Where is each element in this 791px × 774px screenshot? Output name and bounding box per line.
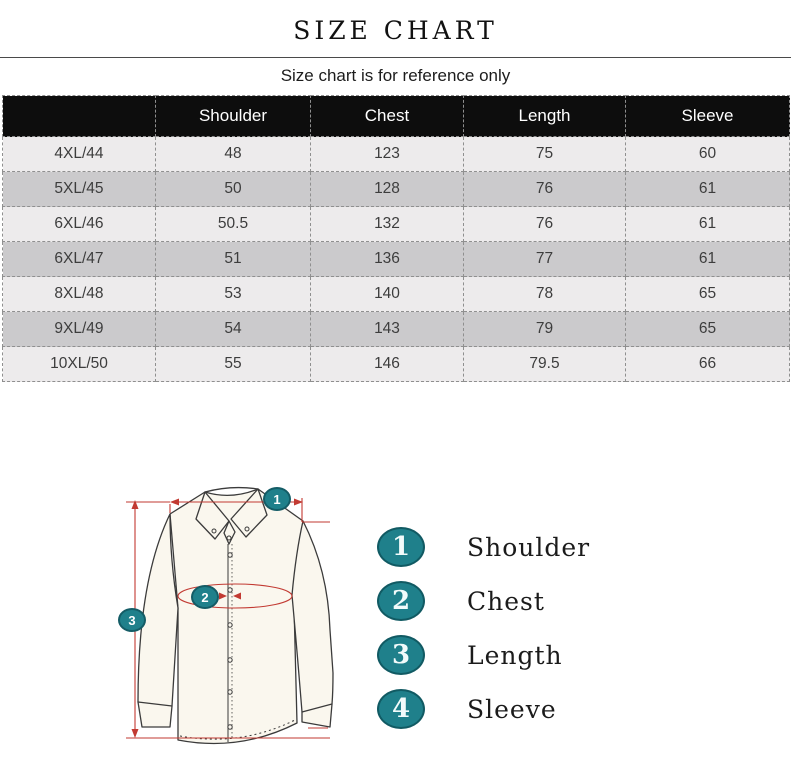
size-table-body [3, 137, 790, 382]
size-cell: 6XL/46 [3, 207, 156, 242]
table-row [3, 137, 790, 172]
size-cell: 143 [311, 312, 464, 347]
size-cell: 61 [626, 242, 790, 277]
size-cell: 55 [156, 347, 311, 382]
size-cell: 4XL/44 [3, 137, 156, 172]
page-title: SIZE CHART [293, 16, 498, 45]
header-cell-shoulder: Shoulder [156, 96, 311, 137]
size-cell: 78 [464, 277, 626, 312]
legend-item-sleeve [377, 689, 557, 729]
size-cell: 76 [464, 172, 626, 207]
size-cell: 50.5 [156, 207, 311, 242]
chest-measure-badge: 2 [191, 585, 219, 609]
legend-label: Sleeve [467, 694, 557, 724]
length-measure-badge: 3 [118, 608, 146, 632]
size-cell: 8XL/48 [3, 277, 156, 312]
divider [0, 57, 791, 58]
header-cell-sleeve: Sleeve [626, 96, 790, 137]
size-cell: 9XL/49 [3, 312, 156, 347]
header-cell-length: Length [464, 96, 626, 137]
size-cell: 132 [311, 207, 464, 242]
size-table [2, 95, 790, 382]
size-cell: 77 [464, 242, 626, 277]
size-cell: 50 [156, 172, 311, 207]
size-cell: 54 [156, 312, 311, 347]
size-cell: 79.5 [464, 347, 626, 382]
size-cell: 10XL/50 [3, 347, 156, 382]
shoulder-measure-badge: 1 [263, 487, 291, 511]
size-cell: 66 [626, 347, 790, 382]
legend-item-shoulder [377, 527, 591, 567]
size-cell: 75 [464, 137, 626, 172]
size-cell: 48 [156, 137, 311, 172]
size-cell: 60 [626, 137, 790, 172]
legend-label: Length [467, 640, 563, 670]
size-cell: 53 [156, 277, 311, 312]
legend-label: Shoulder [467, 532, 591, 562]
legend-number-badge: 2 [377, 581, 425, 621]
size-cell: 146 [311, 347, 464, 382]
legend-number-badge: 3 [377, 635, 425, 675]
legend-item-length [377, 635, 563, 675]
size-cell: 61 [626, 207, 790, 242]
size-cell: 61 [626, 172, 790, 207]
shirt-diagram-icon [90, 440, 360, 770]
size-cell: 65 [626, 277, 790, 312]
size-cell: 51 [156, 242, 311, 277]
size-cell: 65 [626, 312, 790, 347]
table-row [3, 347, 790, 382]
table-row [3, 312, 790, 347]
header-cell-size [3, 96, 156, 137]
table-row [3, 242, 790, 277]
size-cell: 140 [311, 277, 464, 312]
table-row [3, 277, 790, 312]
legend-label: Chest [467, 586, 545, 616]
size-cell: 76 [464, 207, 626, 242]
size-cell: 128 [311, 172, 464, 207]
header-cell-chest: Chest [311, 96, 464, 137]
legend-item-chest [377, 581, 545, 621]
table-header-row [3, 96, 790, 137]
page-subtitle: Size chart is for reference only [280, 66, 511, 85]
size-cell: 5XL/45 [3, 172, 156, 207]
table-row [3, 172, 790, 207]
legend-number-badge: 1 [377, 527, 425, 567]
measurement-diagram [0, 430, 791, 774]
size-cell: 136 [311, 242, 464, 277]
size-cell: 6XL/47 [3, 242, 156, 277]
size-cell: 123 [311, 137, 464, 172]
table-row [3, 207, 790, 242]
legend-number-badge: 4 [377, 689, 425, 729]
size-cell: 79 [464, 312, 626, 347]
